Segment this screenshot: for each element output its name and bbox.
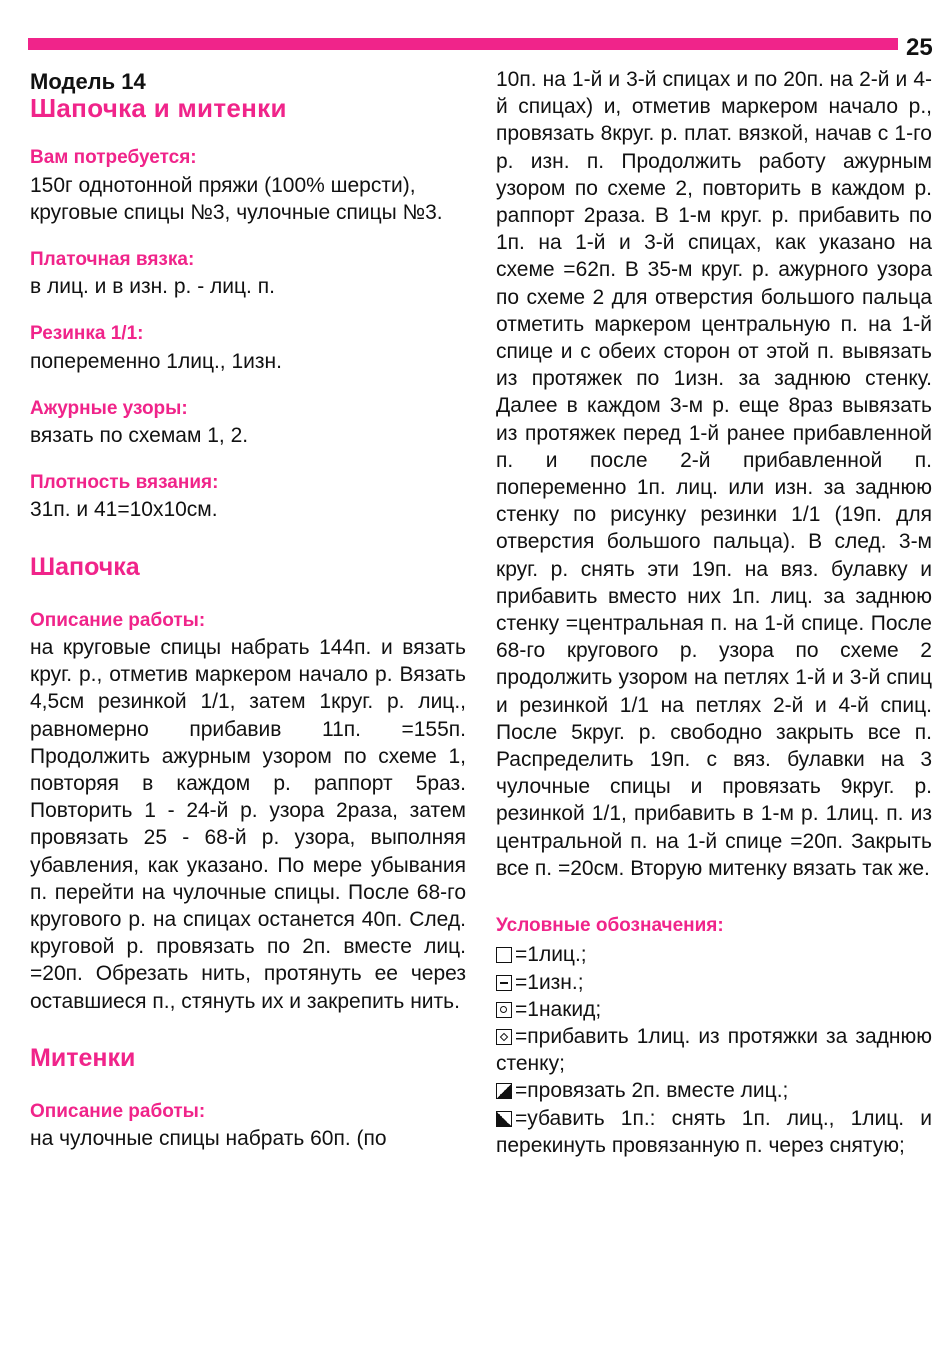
hat-description: на круговые спицы набрать 144п. и вязать круг. р., отметив маркером начало р. Вязать 4,5см резинкой 1/1, затем 1круг. р. лиц., равномерно прибавив 11п. =155п. Продолжить ажурным узором по схеме 1, повторяя в каждом р. раппорт 5раз. Повторить 1 - 24-й р. узора 2раза, затем провязать 25 - 68-й р. узора, выполняя убавления, как указано. По мере убывания п. перейти на чулочные спицы. После 68-го кругового р. на спицах останется 40п. След. круговой р. провязать по 2п. вместе лиц. =20п. Обрезать нить, протянуть ее через оставшиеся п., стянуть их и закрепить нить. [30, 636, 466, 1013]
legend-text: =1изн.; [515, 970, 584, 994]
section-label: Платочная вязка: [30, 249, 195, 271]
section-label: Плотность вязания: [30, 472, 219, 494]
section-garter [30, 246, 466, 300]
section-rib [30, 320, 466, 374]
section-text: попеременно 1лиц., 1изн. [30, 349, 282, 373]
legend-text: =1накид; [515, 997, 602, 1021]
legend-item [496, 941, 932, 968]
hat-desc-label: Описание работы: [30, 609, 206, 631]
legend-item [496, 969, 932, 996]
hat-heading: Шапочка [30, 552, 140, 581]
section-text: 150г однотонной пряжи (100% шерсти), круговые спицы №3, чулочные спицы №3. [30, 173, 443, 224]
section-text: в лиц. и в изн. р. - лиц. п. [30, 275, 275, 299]
legend [496, 941, 932, 1159]
model-label: Модель 14 [30, 69, 146, 94]
section-text: 31п. и 41=10х10см. [30, 498, 218, 522]
legend-text: =прибавить 1лиц. из протяжки за заднюю стенку; [496, 1024, 932, 1076]
section-lace [30, 395, 466, 449]
legend-text: =убавить 1п.: снять 1п. лиц., 1лиц. и перекинуть провязанную п. через снятую; [496, 1106, 932, 1157]
section-materials [30, 144, 466, 226]
legend-item [496, 996, 932, 1023]
dash-square-icon [496, 975, 512, 991]
mitts-description-start: на чулочные спицы набрать 60п. (по [30, 1127, 387, 1151]
legend-title: Условные обозначения: [496, 915, 724, 937]
section-label: Резинка 1/1: [30, 323, 144, 345]
legend-item [496, 1105, 932, 1159]
left-triangle-icon [496, 1111, 512, 1127]
diamond-square-icon [496, 1029, 512, 1045]
section-gauge [30, 469, 466, 523]
section-text: вязать по схемам 1, 2. [30, 424, 249, 448]
right-triangle-icon [496, 1083, 512, 1099]
mitts-description-continued: 10п. на 1-й и 3-й спицах и по 20п. на 2-й и 4-й спицах) и, отметив маркером начало р., провязать 8круг. р. плат. вязкой, начав с 1-го р. изн. п. Продолжить работу ажурным узором по схеме 2, повторить в каждом р. раппорт 2раза. В 1-м круг. р. прибавить по 1п. на 1-й и 3-й спицах, как указано на схеме =62п. В 35-м круг. р. ажурного узора по схеме 2 для отверстия большого пальца отметить маркером центральную п. на 1-й спице и с обеих сторон от этой п. вывязать из протяжек по 1изн. за заднюю стенку. Далее в каждом 3-м р. еще 8раз вывязать из протяжек перед 1-й ранее прибавленной п. и после 2-й прибавленной п. попеременно 1п. лиц. или изн. за заднюю стенку по рисунку резинки 1/1 (19п. для отверстия большого пальца). В след. 3-м круг. р. снять эти 19п. на вяз. булавку и прибавить вместо них 1п. лиц. за заднюю стенку =центральная п. на 1-й спице. После 68-го кругового р. узора по схеме 2 продолжить узором на петлях 1-й и 3-й спиц и резинкой 1/1 на петлях 2-й и 4-й спиц. После 5круг. р. свободно закрыть все п. Распределить 19п. с вяз. булавки на 3 чулочные спицы и провязать 9круг. р. резинкой 1/1, прибавить в 1-м р. 1лиц. п. из центральной п. на 1-й спице =20п. Закрыть все п. =20см. Вторую митенку вязать так же. [496, 68, 932, 880]
empty-square-icon [496, 947, 512, 963]
mitts-heading: Митенки [30, 1043, 136, 1072]
legend-text: =провязать 2п. вместе лиц.; [515, 1079, 789, 1103]
left-column [30, 64, 466, 1153]
top-decor-bar [28, 38, 898, 50]
right-column [496, 66, 932, 1159]
page-number: 25 [906, 34, 933, 61]
section-label: Ажурные узоры: [30, 397, 188, 419]
mitts-desc-label: Описание работы: [30, 1101, 206, 1123]
legend-item [496, 1077, 932, 1104]
legend-item [496, 1023, 932, 1077]
legend-text: =1лиц.; [515, 943, 587, 967]
circle-square-icon [496, 1002, 512, 1018]
section-label: Вам потребуется: [30, 147, 197, 169]
article-title: Шапочка и митенки [30, 93, 287, 124]
